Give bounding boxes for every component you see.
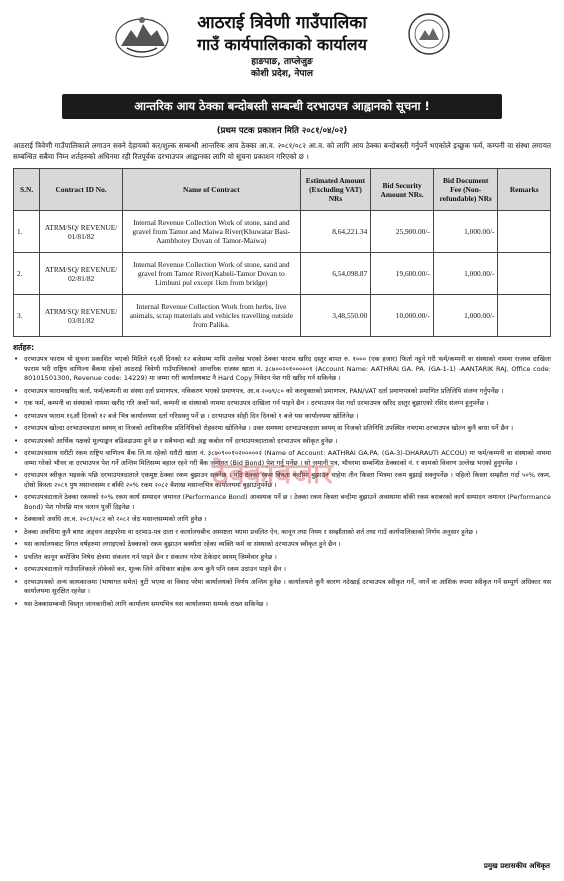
list-item — [13, 437, 551, 447]
table-row — [14, 295, 551, 337]
list-item — [13, 553, 551, 563]
nepal-emblem-icon — [113, 12, 171, 60]
bullet-icon: • — [14, 471, 19, 479]
condition-text: ठेक्का अवधिमा कुनै बाधा अड्चन आइपरेमा वा दरभाउ-पत्र दाता र कार्यालयबीच अस्पष्टता भएमा प्रचलित ऐन, कानून तथा नियम र सम्झौताको शर्त तथा गाउँ कार्यपालिकाको निर्णय अनुसार हुनेछ । — [24, 527, 478, 536]
condition-text: दरभाउपत्रसाथ धरौटी रकम राष्ट्रिय वाणिज्य बैंक लि.मा रहेको धरौटी खाता नं. ३८७०९००१०२०००००२ (Name of Account: AATHRAI GA.PA. (GA-3)-DHARAUTI ACCOU) मा फर्म/कम्पनी वा संस्थाको नाममा जम्मा गरेको भौचर वा दरभाउपत्र पेश गर्ने अन्तिम मितिसम्म बहाल रहने गरी बैंक जमानत (Bid Bond) पेश गर्नु पर्नेछ । सो जमानी पत्र, भौचरमा सम्बन्धित ठेक्काको नं. र कामको विवरण उल्लेख भएको हुनुपर्नेछ । — [24, 449, 551, 467]
bullet-icon: • — [14, 599, 19, 608]
bullet-icon: • — [14, 355, 19, 363]
watermark-text: ठेक्काबजार — [212, 457, 334, 490]
bullet-icon: • — [14, 449, 19, 457]
column-header: Bid Security Amount NRs. — [371, 169, 434, 211]
condition-text: दरभाउपत्रदाताले ठेक्का रकमको १०% रकम कार्य सम्पादन जमानत (Performance Bond) आवश्यक पर्ने छ । ठेक्का रकम किस्ता बन्दीमा बुझाउने अवस्थामा बाँकी रकम बराबरको कार्य सम्पादन जमानत (Performance Bond) पेश गरेपछि मात्र चलान पुर्जी दिइनेछ । — [24, 493, 551, 511]
bullet-icon: • — [14, 552, 19, 561]
cell-sn: 3. — [14, 295, 40, 337]
cell-contract-name: Internal Revenue Collection Work of stone, sand and gravel from Tamor River(Kabeli-Tamor Dovan to Limbuni pul except 1km from bridge) — [123, 253, 301, 295]
condition-text: दरभाउपत्र खोल्दा दरभाउपत्रदाता स्वयम् वा निजको आधिकारिक प्रतिनिधिको रोहवरमा खोलिनेछ । उक्त समयमा दरभाउपत्रदाता स्वयम् वा निजको प्रतिनिधि उपस्थित नभएमा दरभाउपत्र खोल्न कुनै बाधा पर्ने छैन । — [24, 424, 514, 432]
condition-text: दरभाउपत्रको आर्थिक पक्षको मूल्याङ्कन बढिवढाउमा हुने छ र सबैभन्दा बढी अङ्क कबोल गर्ने दरभाउपत्रदाताको दरभाउपत्र स्वीकृत हुनेछ । — [24, 436, 338, 445]
condition-text: यस कार्यालयबाट विगत वर्षहरुमा लगाइएको ठेक्काको रकम बुझाउन बक्यौता रहेका व्यक्ति फर्म वा संस्थाको दरभाउपत्र स्वीकृत हुने छैन । — [24, 540, 341, 548]
column-header: Remarks — [498, 169, 551, 211]
table-row — [14, 253, 551, 295]
list-item — [13, 355, 551, 384]
column-header: Contract ID No. — [40, 169, 123, 211]
cell-sn: 2. — [14, 253, 40, 295]
table-row — [14, 211, 551, 253]
signatory-title: प्रमुख प्रशासकीय अधिकृत — [483, 862, 550, 870]
bullet-icon: • — [14, 436, 19, 445]
condition-text: दरभाउपत्रको अन्य कामकाजमा (भाषागत समेत) त्रुटी भएमा वा विवाद परेमा कार्यालयको निर्णय अन्तिम हुनेछ । कार्यालयले कुनै कारण नदेखाई दरभाउपत्र स्वीकृत गर्ने, नगर्ने वा आंशिक रुपमा स्वीकृत गर्ने सम्पूर्ण अधिकार यस कार्यालयमा सुरक्षित रहनेछ । — [24, 577, 551, 595]
list-item — [13, 600, 551, 610]
publication-date: (प्रथम पटक प्रकाशन मिति २०८१/०४/०२) — [216, 126, 348, 136]
cell-contract-id: ATRM/SQ/ REVENUE/ 03/81/82 — [40, 295, 123, 337]
cell-document-fee: 1,000.00/- — [433, 295, 498, 337]
list-item — [13, 399, 551, 409]
column-header: Name of Contract — [123, 169, 301, 211]
list-item — [13, 387, 551, 397]
condition-text: ठेक्काको अवधि आ.व. २०८१/०८२ को २०८२ जेठ मसान्तसम्मको लागि हुनेछ । — [24, 515, 207, 523]
list-item — [13, 540, 551, 550]
intro-paragraph: आठराई त्रिवेणी गाउँपालिकाले लगाउन सक्ने देहायको कर/शुल्क सम्बन्धी आन्तरिक आय ठेक्का आ.व. २०८१/०८२ आ.व. को लागि आय ठेक्का बन्दोबस्ती गर्नुपर्ने भएकोले इच्छुक फर्म, कम्पनी वा संस्था लगायत सम्बन्धित सबैमा निम्न शर्तहरुको अधिनमा रही रितपूर्वक दरभाउपत्र आह्वानका लागि यो सूचना प्रकाशन गरिएको छ । — [13, 141, 551, 161]
condition-text: दरभाउपत्र स्वीकृत भइसके पछि दरभाउपत्रदाताले एकमुष्ट ठेक्का रकम बुझाउन सक्नेछ । यदि ठेक्का रकम किस्ता बन्दीमा बुझाउन चाहेमा तीन किस्ता भित्रमा रकम बुझाई सक्नुपर्नेछ । पहिलो किस्ता सम्झौता गर्दा ५०% रकम, दोस्रो किस्ता २०८१ पुष मसान्तसम्म र बाँकी २०% रकम २०८२ बैशाख मसान्तभित्र कार्यालयमा बुझाउनुपर्नेछ । — [24, 471, 551, 489]
column-header: Estimated Amount (Excluding VAT) NRs — [300, 169, 371, 211]
bullet-icon: • — [14, 411, 19, 420]
cell-contract-name: Internal Revenue Collection Work from herbs, live animals, scrap materials and vehicles travelling outside from Palika. — [123, 295, 301, 337]
cell-document-fee: 1,000.00/- — [433, 253, 498, 295]
bullet-icon: • — [14, 540, 19, 548]
cell-document-fee: 1,000.00/- — [433, 211, 498, 253]
list-item — [13, 515, 551, 525]
cell-remarks — [498, 295, 551, 337]
office-name: गाउँ कार्यपालिकाको कार्यालय — [197, 35, 367, 54]
list-item — [13, 412, 551, 422]
condition-text: दरभाउपत्र फाराम यो सूचना प्रकाशित भएको मितिले १६औं दिनको १२ बजेसम्म माथि उल्लेख भएको ठेक्का फाराम खरिद दस्तुर बापत रु. १००० (एक हजार) फिर्ता नहुने गरी फर्म/कम्पनी वा संस्थाको नाममा राजस्व दाखिला फाराम भरी राष्ट्रिय वाणिज्य बैंकमा रहेको आठराई त्रिवेणी गाउँपालिकाको आन्तरिक राजस्व खाता नं. ३८७००२०१०००००१ (Account Name: AATHRAI GA. PA. (GA-1-1) -AANTARIK RAJ, Office code: 80101501300, Revenue code: 14229) मा जम्मा गरी कार्यालयबाट नै Hard Copy निवेदन पेश गरी खरिद गर्न सकिनेछ । — [24, 355, 551, 382]
bullet-icon: • — [14, 577, 19, 586]
cell-remarks — [498, 211, 551, 253]
condition-text: प्रचलित कानून बमोजिम निषेध क्षेत्रमा संकलन गर्न पाइने छैन र संकलन गरेमा ठेकेदार स्वयम् जिम्मेवार हुनेछ । — [24, 552, 277, 561]
cell-bid-security: 19,600.00/- — [371, 253, 434, 295]
conditions-list — [13, 355, 551, 609]
condition-text: यस ठेक्कासम्बन्धी विस्तृत जानकारीको लागि कार्यालय समयभित्र यस कार्यालयमा सम्पर्क राख्न सकिनेछ । — [24, 599, 269, 608]
notice-title-banner: आन्तरिक आय ठेक्का बन्दोबस्ती सम्बन्धी दरभाउपत्र आह्वानको सूचना ! — [62, 94, 502, 119]
office-address: हाङपाङ, ताप्लेजुङ — [251, 57, 313, 67]
list-item — [13, 424, 551, 434]
table-header-row — [14, 169, 551, 211]
list-item — [13, 565, 551, 575]
column-header: Bid Document Fee (Non-refundable) NRs — [433, 169, 498, 211]
cell-bid-security: 10,000.00/- — [371, 295, 434, 337]
bullet-icon: • — [14, 515, 19, 523]
cell-estimate: 8,64,221.34 — [300, 211, 371, 253]
condition-text: दरभाउपत्र फाराम १६औं दिनको १२ बजे भित्र कार्यालयमा दर्ता गरिसक्नु पर्ने छ । दरभाउपत्र सोही दिन दिनको १ बजे यस कार्यालयमा खोलिनेछ । — [24, 411, 359, 420]
cell-estimate: 3,48,550.00 — [300, 295, 371, 337]
condition-text: दरभाउपत्र फारामखरिद कर्ता, फर्म/कम्पनी वा संस्था दर्ता प्रमाणपत्र, नविकरण भएको प्रमाणपत्र, आ.व २०७९/८० को करचुक्ताको प्रमाणपत्र, PAN/VAT दर्ता प्रमाणपत्रको प्रमाणित प्रतिलिपि संलग्न गर्नुपर्नेछ । — [24, 386, 504, 395]
contracts-table — [13, 168, 551, 337]
province-name: कोशी प्रदेश, नेपाल — [251, 69, 313, 79]
list-item — [13, 493, 551, 512]
cell-estimate: 6,54,098.87 — [300, 253, 371, 295]
list-item — [13, 528, 551, 538]
bullet-icon: • — [14, 565, 19, 573]
condition-text: एक फर्म, कम्पनी वा संस्थाको नाममा खरीद गरि अर्को फर्म, कम्पनी वा संस्थाको नाममा दरभाउपत्र दाखिला गर्न पाइने छैन । दरभाउपत्र पेश गर्दा दरभाउपत्र खरिद दस्तुर बुझाएको रसिद संलग्न हुनुपर्नेछ । — [24, 399, 489, 407]
bullet-icon: • — [14, 386, 19, 395]
bullet-icon: • — [14, 424, 19, 432]
bullet-icon: • — [14, 527, 19, 536]
cell-sn: 1. — [14, 211, 40, 253]
list-item — [13, 471, 551, 490]
office-seal-icon — [407, 12, 451, 56]
cell-bid-security: 25,900.00/- — [371, 211, 434, 253]
conditions-title: शर्तहरु: — [13, 343, 35, 352]
bullet-icon: • — [14, 399, 19, 407]
municipality-name: आठराई त्रिवेणी गाउँपालिका — [197, 13, 367, 33]
condition-text: दरभाउपत्रदाताले गाउँपालिकाले तोकेको कर, शुल्क लिने अधिकार बाहेक अन्य कुनै पनि रकम उठाउन पाइने छैन । — [24, 565, 286, 573]
cell-contract-name: Internal Revenue Collection Work of stone, sand and gravel from Tamor and Maiwa River(Khuwatar Basi-Aambhotey Dovan of Tamor-Maiwa) — [123, 211, 301, 253]
cell-remarks — [498, 253, 551, 295]
cell-contract-id: ATRM/SQ/ REVENUE/ 02/81/82 — [40, 253, 123, 295]
list-item — [13, 449, 551, 468]
office-header — [13, 0, 551, 88]
bullet-icon: • — [14, 493, 19, 501]
list-item — [13, 578, 551, 597]
column-header: S.N. — [14, 169, 40, 211]
cell-contract-id: ATRM/SQ/ REVENUE/ 01/81/82 — [40, 211, 123, 253]
